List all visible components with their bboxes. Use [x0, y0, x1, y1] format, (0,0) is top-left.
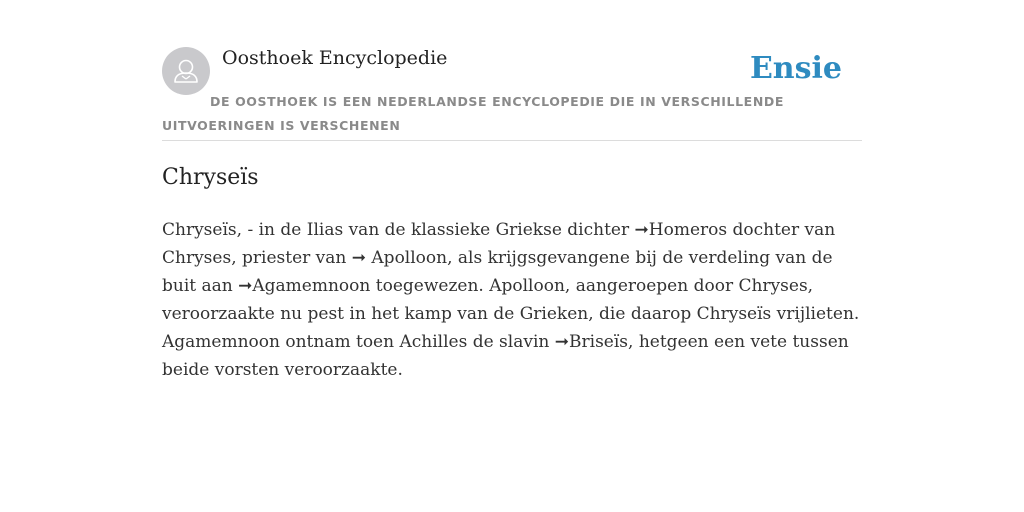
- body-text-4: toegewezen. Apolloon, aangeroepen door Chryses, veroorzaakte nu pest in het kamp van de Grieken, die daarop Chryseïs vrijlieten. Agamemnoon ontnam toen Achilles de slavin: [162, 276, 860, 352]
- article-title: Chryseïs: [162, 165, 259, 190]
- xref-link-briseis[interactable]: [555, 332, 628, 352]
- avatar[interactable]: [162, 47, 210, 95]
- arrow-right-icon: ➞: [554, 332, 570, 352]
- arrow-right-icon: ➞: [351, 248, 366, 268]
- header: [162, 46, 862, 141]
- site-name[interactable]: Oosthoek Encyclopedie: [222, 47, 448, 69]
- article-body: [162, 216, 864, 384]
- arrow-right-icon: ➞: [238, 276, 253, 296]
- body-text-5: , hetgeen een vete tussen beide vorsten veroorzaakte.: [162, 332, 849, 380]
- xref-link-apolloon[interactable]: [352, 248, 447, 268]
- xref-label-agamemnoon: Agamemnoon: [252, 276, 371, 296]
- brand-logo[interactable]: Ensie: [749, 51, 842, 86]
- site-tagline: DE OOSTHOEK IS EEN NEDERLANDSE ENCYCLOPEDIE DIE IN VERSCHILLENDE UITVOERINGEN IS VERSCHENEN: [162, 94, 784, 133]
- xref-link-homeros[interactable]: [635, 220, 728, 240]
- arrow-right-icon: ➞: [634, 220, 649, 240]
- body-text-1: Chryseïs, - in de Ilias van de klassieke Griekse dichter: [162, 220, 635, 240]
- body-text-2: dochter van Chryses, priester van: [162, 220, 836, 268]
- xref-label-homeros: Homeros: [648, 220, 728, 240]
- xref-label-apolloon: Apolloon: [366, 248, 448, 268]
- xref-label-briseis: Briseïs: [569, 332, 629, 352]
- body-text-3: , als krijgsgevangene bij de verdeling van de buit aan: [162, 248, 833, 296]
- user-silhouette-icon: [162, 47, 210, 95]
- xref-link-agamemnoon[interactable]: [238, 276, 370, 296]
